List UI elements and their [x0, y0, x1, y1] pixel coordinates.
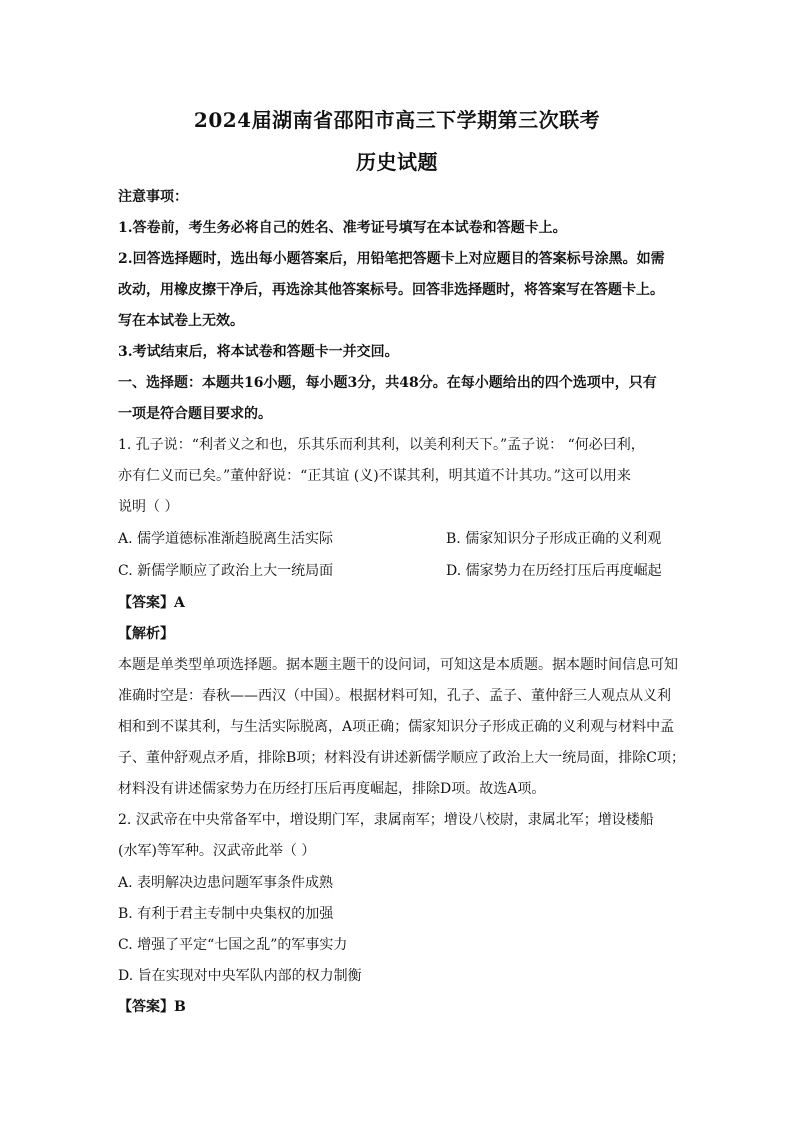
notice-line-3: 改动，用橡皮擦干净后，再选涂其他答案标号。回答非选择题时，将答案写在答题卡上。 [118, 282, 664, 298]
section-heading-line-1: 一、选择题：本题共16小题，每小题3分，共48分。在每小题给出的四个选项中，只有 [118, 375, 657, 391]
q2-option-b: B. 有利于君主专制中央集权的加强 [118, 906, 334, 922]
q2-option-a: A. 表明解决边患问题军事条件成熟 [118, 875, 334, 891]
q2-option-d: D. 旨在实现对中央军队内部的权力制衡 [118, 968, 362, 984]
section-heading-line-2: 一项是符合题目要求的。 [118, 406, 272, 422]
q1-option-a: A. 儒学道德标准渐趋脱离生活实际 [118, 531, 334, 547]
q2-stem-line-1: 2. 汉武帝在中央常备军中，增设期门军，隶属南军；增设八校尉，隶属北军；增设楼船 [118, 812, 654, 828]
q1-stem-line-3: 说明（ ） [118, 499, 179, 515]
q1-stem-line-1: 1. 孔子说：“利者义之和也，乐其乐而利其利，以美利利天下。”孟子说： “何必曰利， [118, 437, 645, 453]
q2-stem-line-2: (水军)等军种。汉武帝此举（ ） [118, 843, 316, 859]
q1-option-d: D. 儒家势力在历经打压后再度崛起 [446, 563, 662, 579]
q1-answer: 【答案】A [118, 595, 185, 611]
notice-line-5: 3.考试结束后，将本试卷和答题卡一并交回。 [118, 344, 399, 360]
q1-analysis-line-1: 本题是单类型单项选择题。据本题主题干的设问词，可知这是本质题。据本题时间信息可知 [118, 657, 678, 673]
q1-analysis-line-2: 准确时空是：春秋——西汉（中国）。根据材料可知，孔子、孟子、董仲舒三人观点从义利 [118, 688, 671, 704]
notice-line-1: 1.答卷前，考生务必将自己的姓名、准考证号填写在本试卷和答题卡上。 [118, 220, 567, 236]
exam-title: 2024届湖南省邵阳市高三下学期第三次联考 [193, 108, 601, 132]
q2-answer: 【答案】B [118, 999, 186, 1015]
q1-option-b: B. 儒家知识分子形成正确的义利观 [446, 531, 662, 547]
q1-analysis-line-4: 子、董仲舒观点矛盾，排除B项；材料没有讲述新儒学顺应了政治上大一统局面，排除C项； [118, 750, 685, 766]
q1-analysis-heading: 【解析】 [118, 626, 174, 642]
exam-subject-title: 历史试题 [356, 150, 438, 174]
q1-option-c: C. 新儒学顺应了政治上大一统局面 [118, 563, 334, 579]
q1-analysis-line-3: 相和到不谋其利，与生活实际脱离，A项正确；儒家知识分子形成正确的义利观与材料中孟 [118, 719, 675, 735]
q2-option-c: C. 增强了平定“七国之乱”的军事实力 [118, 937, 348, 953]
notice-line-4: 写在本试卷上无效。 [118, 313, 244, 329]
q1-stem-line-2: 亦有仁义而已矣。”董仲舒说：“正其谊 (义)不谋其利，明其道不计其功。”这可以用来 [118, 468, 631, 484]
q1-analysis-line-5: 材料没有讲述儒家势力在历经打压后再度崛起，排除D项。故选A项。 [118, 781, 546, 797]
notice-heading: 注意事项： [118, 189, 188, 205]
notice-line-2: 2.回答选择题时，选出每小题答案后，用铅笔把答题卡上对应题目的答案标号涂黑。如需 [118, 251, 665, 267]
